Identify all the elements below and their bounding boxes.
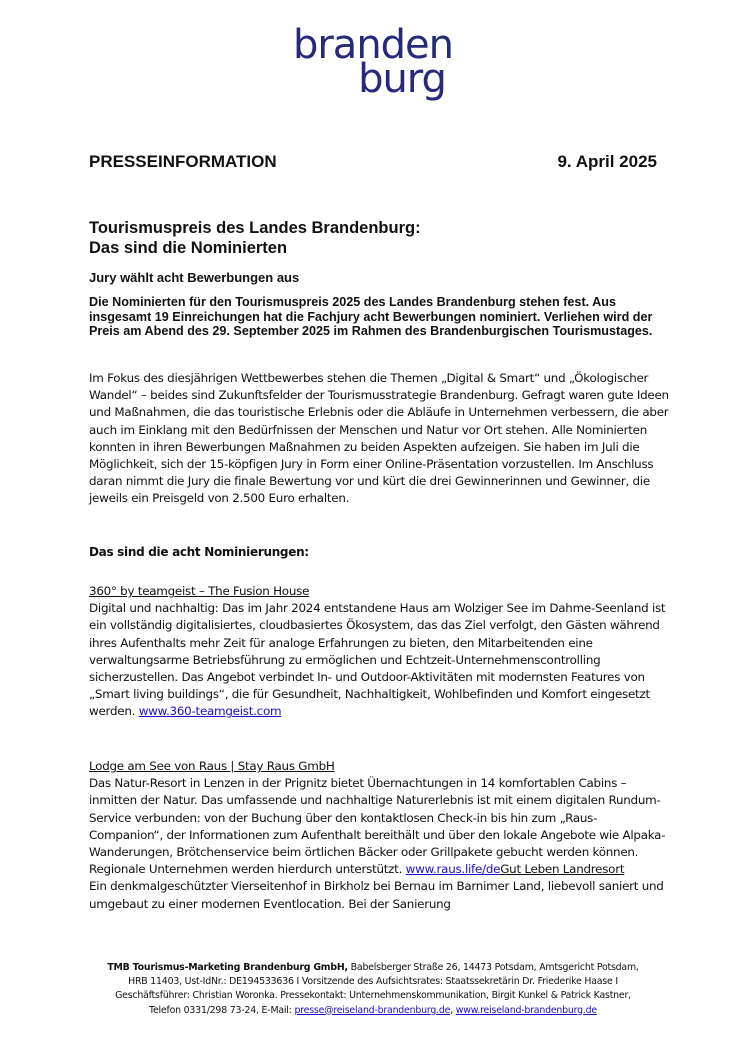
logo-line-1: branden [292, 22, 454, 68]
document-header [89, 152, 657, 172]
title-line-2: Das sind die Nominierten [89, 239, 288, 257]
press-label: PRESSEINFORMATION [89, 152, 277, 171]
nominee-description: Digital und nachhaltig: Das im Jahr 2024 entstandene Haus am Wolziger See im Dahme-Seenland ist ein vollständig digitalisiertes, cloudbasiertes Ökosystem, das das Ziel verfolgt, den Gästen während ihres Aufenthalts mehr Zeit für analoge Erfahrungen zu bieten, den Mitarbeitenden eine verwaltungsarme Betriebsführung zu ermöglichen und Echtzeit-Unternehmenscontrolling sicherzustellen. Das Angebot verbindet In- und Outdoor-Aktivitäten mit modernsten Features von „Smart living buildings“, die für Gesundheit, Nachhaltigkeit, Wohlbefinden und Komfort eingesetzt werden. [89, 601, 666, 719]
nominee-2 [89, 758, 669, 913]
footer-separator: , [450, 1004, 456, 1016]
logo-line-2: burg [358, 56, 446, 102]
nominee-name: Lodge am See von Raus | Stay Raus GmbH [89, 759, 335, 773]
title-line-1: Tourismuspreis des Landes Brandenburg: [89, 219, 421, 237]
subtitle: Jury wählt acht Bewerbungen aus [89, 270, 300, 285]
nominee-1 [89, 583, 669, 721]
footer-address: Babelsberger Straße 26, 14473 Potsdam, Amtsgericht Potsdam, HRB 11403, Ust-IdNr.: DE194533636 I Vorsitzende des Aufsichtsrates: Staatssekretärin Dr. Friederike Haase I Geschäftsführer: Christian Woronka. Pressekontakt: Unternehmenskommunikation, Birgit Kunkel & Patrick Kastner, Telefon 0331/298 73-24, E-Mail: [115, 962, 639, 1016]
nominee-website-link[interactable]: www.360-teamgeist.com [138, 704, 282, 719]
footer-email-link[interactable]: presse@reiseland-brandenburg.de [294, 1004, 451, 1016]
nominee-description: Ein denkmalgeschützter Vierseitenhof in Birkholz bei Bernau im Barnimer Land, liebevoll saniert und umgebaut zu einer modernen Eventlocation. Bei der Sanierung [89, 879, 664, 911]
nominee-description: Das Natur-Resort in Lenzen in der Prignitz bietet Übernachtungen in 14 komfortablen Cabins – inmitten der Natur. Das umfassende und nachhaltige Naturerlebnis ist mit einem digitalen Rundum-Service verbunden: von der Buchung über den kontaktlosen Check-in bis hin zum „Raus-Companion“, der Informationen zum Aufenthalt bereithält und über den lokale Angebote wie Alpaka-Wanderungen, Brötchenservice beim örtlichen Bäcker oder Grillpakete gebucht werden können. Regionale Unternehmen werden hierdurch unterstützt. [89, 776, 666, 877]
press-date: 9. April 2025 [557, 152, 657, 171]
brandenburg-logo [0, 22, 746, 102]
nominee-name: Gut Leben Landresort [500, 862, 625, 877]
nominees-heading: Das sind die acht Nominierungen: [89, 545, 309, 559]
nominee-name: 360° by teamgeist – The Fusion House [89, 584, 310, 598]
footer [100, 961, 646, 1018]
footer-company: TMB Tourismus-Marketing Brandenburg GmbH, [107, 962, 348, 973]
page-title [89, 218, 421, 258]
lead-paragraph: Die Nominierten für den Tourismuspreis 2025 des Landes Brandenburg stehen fest. Aus insgesamt 19 Einreichungen hat die Fachjury acht Bewerbungen nominiert. Verliehen wird der Preis am Abend des 29. September 2025 im Rahmen des Brandenburgischen Tourismustages. [89, 295, 653, 338]
intro-paragraph: Im Fokus des diesjährigen Wettbewerbes stehen die Themen „Digital & Smart“ und „Ökologischer Wandel“ – beides sind Zukunftsfelder der Tourismusstrategie Brandenburg. Gefragt waren gute Ideen und Maßnahmen, die das touristische Erlebnis oder die Abläufe in Unternehmen verbessern, die aber auch im Einklang mit den Bedürfnissen der Menschen und Natur vor Ort stehen. Alle Nominierten konnten in ihren Bewerbungen Maßnahmen zu beiden Aspekten aufzeigen. Sie haben im Juli die Möglichkeit, sich der 15-köpfigen Jury in Form einer Online-Präsentation vorzustellen. Im Anschluss daran nimmt die Jury die finale Bewertung vor und kürt die drei Gewinnerinnen und Gewinner, die jeweils ein Preisgeld von 2.500 Euro erhalten. [89, 371, 669, 506]
footer-website-link[interactable]: www.reiseland-brandenburg.de [455, 1004, 597, 1016]
nominee-website-link[interactable]: www.raus.life/de [405, 862, 501, 877]
